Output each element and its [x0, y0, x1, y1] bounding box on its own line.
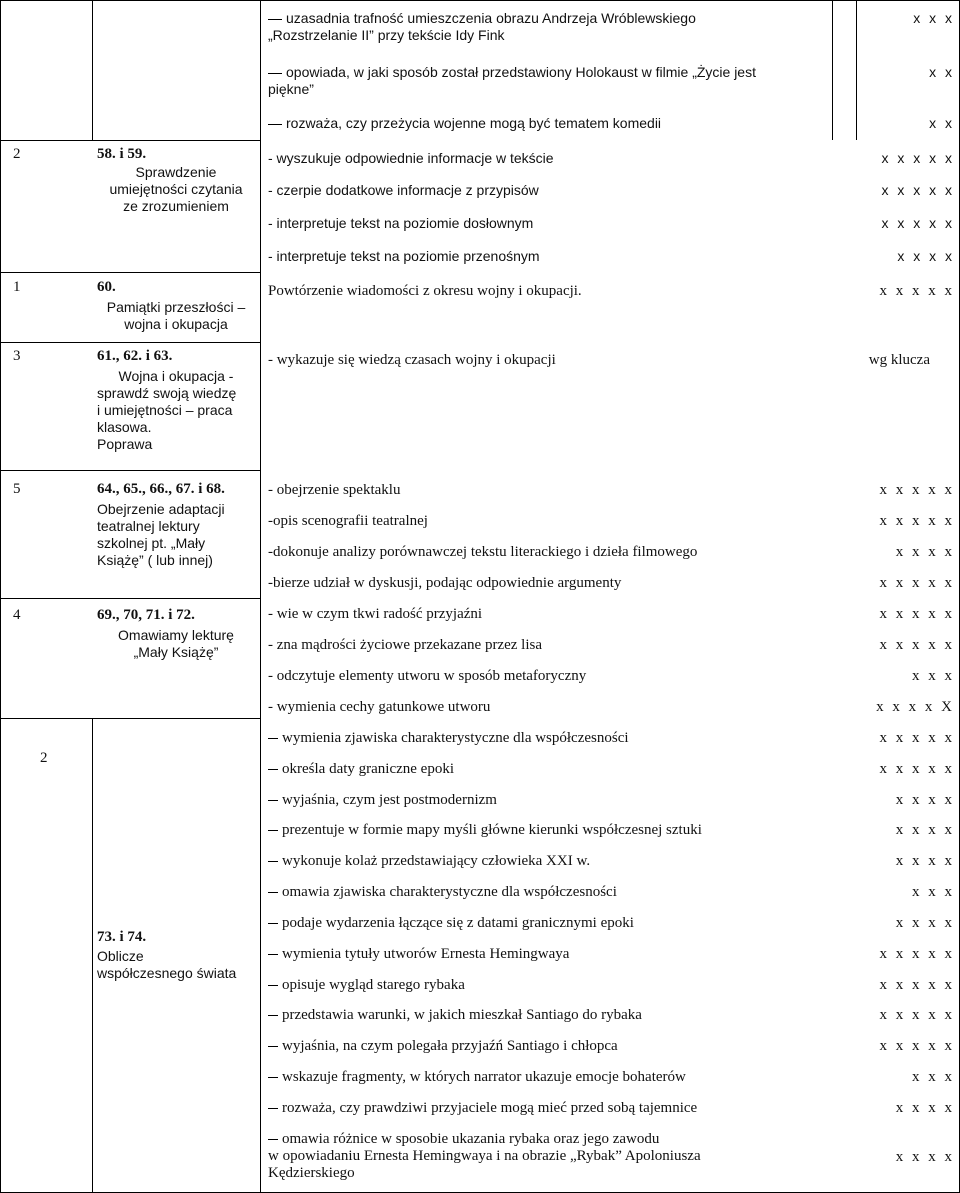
requirement-item: podaje wydarzenia łączące się z datami granicznymi epoki: [268, 915, 634, 932]
lesson-hours: 2: [13, 146, 21, 162]
requirement-item: rozważa, czy prawdziwi przyjaciele mogą mieć przed sobą tajemnice: [268, 1100, 697, 1117]
grade-marks: x x x x x: [879, 482, 952, 498]
grade-marks: x x: [929, 64, 952, 80]
grade-marks: x x x x x: [881, 182, 952, 198]
requirement-item: prezentuje w formie mapy myśli główne kierunki współczesnej sztuki: [268, 822, 702, 839]
grade-marks: x x x x: [895, 822, 952, 838]
requirement-item: wskazuje fragmenty, w których narrator ukazuje emocje bohaterów: [268, 1069, 686, 1086]
requirement-item: - zna mądrości życiowe przekazane przez lisa: [268, 637, 543, 653]
requirement-item: - interpretuje tekst na poziomie dosłownym: [268, 215, 534, 231]
grade-marks: x x x x x: [879, 730, 952, 746]
requirement-item: opisuje wygląd starego rybaka: [268, 977, 465, 994]
requirement-item: wykonuje kolaż przedstawiający człowieka XXI w.: [268, 853, 590, 870]
grade-marks: x x x x: [895, 1100, 952, 1116]
requirement-item: -opis scenografii teatralnej: [268, 513, 428, 529]
requirement-item: omawia różnice w sposobie ukazania rybaka oraz jego zawodu w opowiadaniu Ernesta Hemingwaya i na obrazie „Rybak” Apoloniusza Kędzierskiego: [268, 1131, 701, 1181]
requirement-item: - czerpie dodatkowe informacje z przypisów: [268, 182, 539, 198]
dash-line: [268, 769, 278, 770]
lesson-hours: 1: [13, 279, 21, 295]
dash-line: [268, 1108, 278, 1109]
grade-marks: x x x x: [895, 1149, 952, 1165]
requirement-item: - wyszukuje odpowiednie informacje w tekście: [268, 150, 554, 166]
grade-marks: x x x x x: [879, 977, 952, 993]
requirement-item: wymienia zjawiska charakterystyczne dla współczesności: [268, 730, 629, 747]
requirement-item: uzasadnia trafność umieszczenia obrazu Andrzeja Wróblewskiego „Rozstrzelanie II” przy tekście Idy Fink: [268, 10, 696, 43]
requirement-item: -bierze udział w dyskusji, podając odpowiednie argumenty: [268, 575, 622, 591]
grade-marks: x x x x X: [876, 699, 952, 715]
dash-line: [268, 954, 278, 955]
requirement-item: - wymienia cechy gatunkowe utworu: [268, 699, 491, 715]
dash-line: [268, 1015, 278, 1016]
lesson-title: Oblicze współczesnego świata: [97, 948, 237, 981]
grade-marks: x x x x x: [879, 575, 952, 591]
dash-line: [268, 1046, 278, 1047]
requirement-item: wyjaśnia, na czym polegała przyjaźń Santiago i chłopca: [268, 1038, 618, 1055]
dash-line: [268, 738, 278, 739]
grade-marks: x x x x x: [879, 637, 952, 653]
lesson-title: Sprawdzenie umiejętności czytania ze zrozumieniem: [109, 164, 243, 214]
requirement-item: rozważa, czy przeżycia wojenne mogą być tematem komedii: [268, 115, 661, 132]
dash-line: [268, 800, 278, 801]
dash-line: [268, 1077, 278, 1078]
grade-marks: x x x: [912, 668, 952, 684]
requirement-item: - wie w czym tkwi radość przyjaźni: [268, 606, 483, 622]
dash-line: [268, 892, 278, 893]
grade-marks: x x x: [913, 10, 952, 26]
grade-marks: x x x x x: [881, 215, 952, 231]
lesson-hours: 3: [13, 348, 21, 364]
lesson-number: 61., 62. i 63.: [97, 348, 173, 364]
requirement-item: omawia zjawiska charakterystyczne dla współczesności: [268, 884, 617, 901]
dash-line: [268, 923, 278, 924]
grade-marks: x x x x x: [879, 513, 952, 529]
grade-marks: x x x x x: [879, 283, 952, 299]
requirement-item: Powtórzenie wiadomości z okresu wojny i okupacji.: [268, 283, 582, 299]
grade-marks: x x x x: [895, 792, 952, 808]
requirement-item: określa daty graniczne epoki: [268, 761, 454, 778]
lesson-title: Omawiamy lekturę „Mały Książę”: [118, 627, 234, 660]
requirement-item: -dokonuje analizy porównawczej tekstu literackiego i dzieła filmowego: [268, 544, 698, 560]
dash-line: [268, 861, 278, 862]
grade-marks: x x x x x: [879, 1038, 952, 1054]
requirement-item: - obejrzenie spektaklu: [268, 482, 401, 498]
grade-marks: x x x x: [895, 544, 952, 560]
requirement-item: wyjaśnia, czym jest postmodernizm: [268, 792, 497, 809]
dash-line: [268, 985, 278, 986]
grade-marks: x x x x: [897, 248, 952, 264]
lesson-number: 64., 65., 66., 67. i 68.: [97, 481, 225, 497]
lesson-hours: 4: [13, 607, 21, 623]
lesson-title: Obejrzenie adaptacji teatralnej lektury szkolnej pt. „Mały Książę” ( lub innej): [97, 501, 225, 568]
grade-marks: x x x x x: [879, 761, 952, 777]
requirement-item: - odczytuje elementy utworu w sposób metaforyczny: [268, 668, 587, 684]
grade-marks: x x: [929, 115, 952, 131]
lesson-hours: 5: [13, 481, 21, 497]
dash-line: [268, 1139, 278, 1140]
grade-marks: x x x x x: [879, 1007, 952, 1023]
grade-marks: x x x x: [895, 853, 952, 869]
requirement-item: wymienia tytuły utworów Ernesta Hemingwaya: [268, 946, 569, 963]
grade-marks: x x x x x: [879, 946, 952, 962]
requirement-item: przedstawia warunki, w jakich mieszkał Santiago do rybaka: [268, 1007, 642, 1024]
requirement-item: opowiada, w jaki sposób został przedstawiony Holokaust w filmie „Życie jest piękne”: [268, 64, 756, 97]
lesson-hours: 2: [40, 750, 48, 766]
requirement-item: - interpretuje tekst na poziomie przenośnym: [268, 248, 540, 264]
grade-marks: x x x: [912, 1069, 952, 1085]
lesson-number: 60.: [97, 279, 116, 295]
dash-line: [268, 830, 278, 831]
grade-marks: x x x x: [895, 915, 952, 931]
lesson-number: 73. i 74.: [97, 929, 147, 945]
grade-marks: x x x x x: [881, 150, 952, 166]
lesson-number: 58. i 59.: [97, 146, 147, 162]
grade-marks: wg klucza: [868, 352, 930, 368]
lesson-number: 69., 70, 71. i 72.: [97, 607, 195, 623]
lesson-title: Wojna i okupacja - sprawdź swoją wiedzę i umiejętności – praca klasowa. Poprawa: [97, 368, 237, 452]
grade-marks: x x x: [912, 884, 952, 900]
requirement-item: - wykazuje się wiedzą czasach wojny i okupacji: [268, 352, 556, 368]
grade-marks: x x x x x: [879, 606, 952, 622]
lesson-title: Pamiątki przeszłości – wojna i okupacja: [106, 299, 246, 332]
